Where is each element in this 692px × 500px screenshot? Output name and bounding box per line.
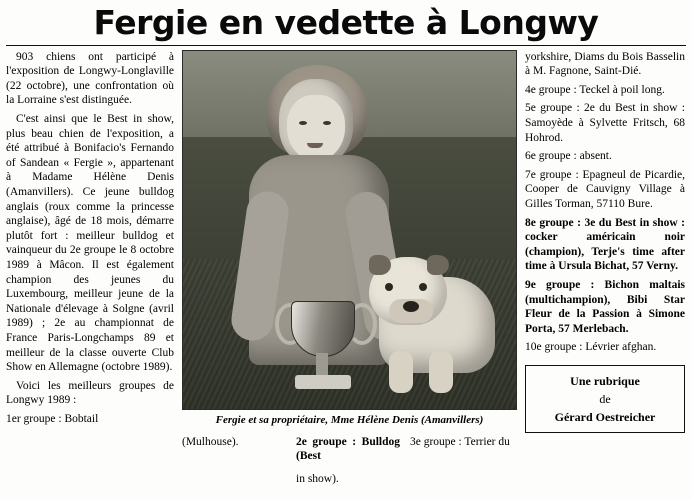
- paragraph: 903 chiens ont participé à l'exposition de Longwy-Longlaville (22 octobre), une confrontation où la Lorraine s'est distinguée.: [6, 50, 174, 107]
- spacer-cell: [182, 472, 286, 487]
- column-right: [525, 50, 685, 433]
- byline-line-2: de: [599, 391, 611, 406]
- group-entry-3: 3e groupe : Terrier du: [410, 435, 510, 448]
- group-entry: 5e groupe : 2e du Best in show : Samoyède à Sylvette Fritsch, 68 Hohrod.: [525, 102, 685, 144]
- group-entry: 6e groupe : absent.: [525, 150, 612, 163]
- trophy-base: [295, 375, 351, 389]
- article-body: [6, 50, 686, 487]
- middle-bottom-cont: [182, 472, 517, 487]
- girl-face: [287, 95, 345, 161]
- byline-box: [525, 365, 685, 433]
- girl-eye-right: [323, 121, 331, 125]
- byline-line-1: Une rubrique: [570, 373, 640, 388]
- group-entry-2-label: 2e groupe : Bulldog (Best: [296, 435, 400, 463]
- byline-author: Gérard Oestreicher: [554, 409, 656, 424]
- bulldog-ear-right: [427, 255, 449, 275]
- bulldog-eye-right: [419, 283, 427, 291]
- group-entry: 10e groupe : Lévrier afghan.: [525, 341, 657, 354]
- bulldog-nose: [403, 301, 419, 312]
- group-entry-2: [296, 435, 400, 464]
- group-entry: 4e groupe : Teckel à poil long.: [525, 83, 665, 96]
- group-entry-1-cont: (Mulhouse).: [182, 435, 239, 448]
- group-entry: 9e groupe : Bichon maltais (multichampion), Bibi Star Fleur de la Passion à Simone Porta, 57 Merlebach.: [525, 278, 685, 335]
- bulldog-leg-left: [389, 351, 413, 393]
- column-middle: [182, 50, 517, 487]
- page-title: Fergie en vedette à Longwy: [93, 3, 599, 42]
- girl-mouth: [307, 143, 323, 148]
- bulldog-leg-right: [429, 351, 453, 393]
- girl-eye-left: [299, 121, 307, 125]
- paragraph: Voici les meilleurs groupes de Longwy 1989 :: [6, 379, 174, 407]
- title-divider: [6, 45, 686, 46]
- photo-caption: Fergie et sa propriétaire, Mme Hélène Denis (Amanvillers): [215, 413, 484, 426]
- fergie-photo: [182, 50, 517, 410]
- spacer-cell-2: [410, 472, 517, 487]
- bulldog-eye-left: [385, 283, 393, 291]
- group-entry: yorkshire, Diams du Bois Basselin à M. Fagnone, Saint-Dié.: [525, 50, 685, 78]
- group-entry-2-cont: in show).: [296, 473, 339, 486]
- middle-bottom-columns: [182, 435, 517, 464]
- group-entry-1: 1er groupe : Bobtail: [6, 412, 99, 425]
- bulldog-ear-left: [369, 255, 391, 275]
- group-entry: 8e groupe : 3e du Best in show : cocker américain noir (champion), Terje's time after time à Ursula Bichat, 57 Verny.: [525, 216, 685, 273]
- group-entry: 7e groupe : Epagneul de Picardie, Cooper de Cauvigny Village à Gilles Torman, 57110 Bure.: [525, 168, 685, 210]
- paragraph: [6, 112, 174, 375]
- column-left: [6, 50, 174, 431]
- paragraph-text: C'est ainsi que le Best in show, plus beau chien de l'exposition, a été attribué à Bonifacio's Fernando of Sandean « Fergie », appartenant à Madame Hélène Denis (Amanvillers). Ce jeune bulldog anglais (roux comme la princesse anglaise), âgé de 18 mois, démarre plutôt fort : meilleur bulldog et vainqueur du 2e groupe le 8 octobre 1989 à Mâcon. Il est également champion des jeunes du Luxembourg, meilleur jeune de la Nationale d'élevage à Solgne (avril 1989) ; 2e au championnat de France Paris-Longchamps 89 et meilleur de la classe ouverte Club Show en Allemagne (octobre 1989).: [6, 113, 174, 374]
- trophy-stem: [316, 353, 328, 377]
